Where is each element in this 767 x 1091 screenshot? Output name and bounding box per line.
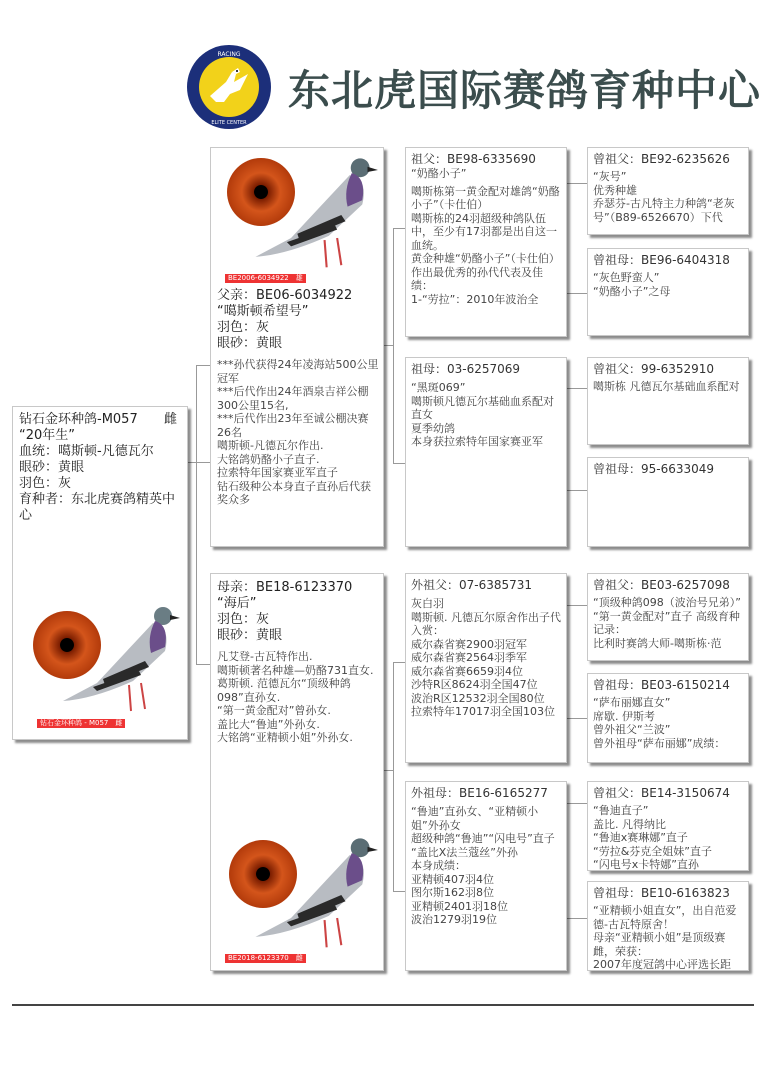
grandparent-line: 亚精顿407羽4位 [411,872,494,886]
great-grandparent-card [587,248,749,336]
great-grandparent-line: 母亲“亚精顿小姐”是顶级赛雌，荣获： [593,931,726,958]
grandparent-line: 亚精顿2401羽18位 [411,899,508,913]
great-grandparent-line: “灰号” [593,170,627,183]
grandparent-line: 1-“劳拉”：2010年波治全 [411,292,539,306]
great-grandparent-card [587,573,749,661]
connector [567,918,587,919]
connector [196,664,210,665]
great-grandparent-card [587,457,749,547]
sire-note: ***孙代获得24年凌海站500公里冠军 [217,358,379,385]
great-grandparent-card [587,673,749,763]
grandparent-line: 波治1279羽19位 [411,913,497,926]
connector [393,891,405,892]
connector [567,388,587,389]
grandparent-card [405,147,567,337]
connector [393,662,394,892]
great-grandparent-line: 噶斯栋 凡德瓦尔基础血系配对 [593,380,740,393]
connector [393,662,405,663]
grandparent-line: 图尔斯162羽8位 [411,886,494,899]
great-grandparent-line: 2007年度冠鸽中心评选长距 [593,958,731,971]
grandparent-card [405,781,567,971]
grandparent-line: 波治R区12532羽全国80位 [411,691,545,705]
grandparent-line: 威尔森省赛6659羽4位 [411,664,523,678]
grandparent-line: 本身成绩： [411,859,466,872]
great-grandparent-title: 曾祖父：99-6352910 [593,362,715,376]
great-grandparent-line: 比利时赛鸽大师-噶斯栋·范 [593,636,722,650]
pigeon-center-logo [186,44,272,130]
connector [567,718,587,719]
grandparent-line: 噶斯栋的24羽超级种鸽队伍中，至少有17羽都是出自这一血统。 [411,211,557,252]
dam-note: “第一黄金配对”曾孙女. [217,704,331,717]
connector [567,490,587,491]
grandparent-line: “黑斑069” [411,381,466,394]
great-grandparent-line: “第一黄金配对”直子 高级育种记录： [593,609,740,636]
grandparent-line: 夏季幼鸽 [411,421,455,435]
photo-caption: 钻石金环种鸽 - M057 雌 [37,719,125,728]
grandparent-line: 噶斯顿凡德瓦尔基础血系配对直女 [411,394,554,421]
pigeon-icon [53,603,181,721]
svg-text:RACING: RACING [217,51,241,58]
dam-title: 母亲：BE18-6123370 [217,580,353,595]
dam-line: 眼砂：黄眼 [217,628,283,643]
grandparent-title: 祖父：BE98-6335690 [411,152,536,166]
photo-caption: BE2018-6123370 雌 [225,954,306,963]
sire-card [210,147,384,547]
great-grandparent-title: 曾祖父：BE03-6257098 [593,578,730,592]
great-grandparent-line: 盖比. 凡得纳比 [593,817,666,831]
great-grandparent-line: “鲁迪x赛琳娜”直子 [593,831,688,844]
sire-line: 羽色：灰 [217,320,270,335]
grandparent-title: 外祖父：07-6385731 [411,578,533,592]
connector [393,228,405,229]
grandparent-line: 拉索特年17017羽全国103位 [411,705,555,718]
connector [196,365,210,366]
connector [393,228,394,464]
great-grandparent-line: 席歇. 伊斯考 [593,709,655,723]
great-grandparent-line: “萨布丽娜直女” [593,696,671,709]
great-grandparent-title: 曾祖母：BE96-6404318 [593,253,730,267]
dam-note: 大铭鸽“亚精顿小姐”外孙女. [217,731,353,744]
connector [196,365,197,665]
grandparent-card [405,357,567,547]
great-grandparent-title: 曾祖母：BE03-6150214 [593,678,730,692]
grandparent-line: 作出最优秀的孙代代表及佳绩： [411,265,543,292]
great-grandparent-title: 曾祖母：95-6633049 [593,462,715,476]
subject-card [12,406,188,740]
subject-photo [31,603,181,733]
connector [393,463,405,464]
great-grandparent-card [587,357,749,445]
great-grandparent-card [587,781,749,871]
subject-line: 羽色：灰 [19,476,72,491]
grandparent-title: 祖母：03-6257069 [411,362,521,376]
subject-title: 钻石金环种鸽-M057 [19,412,138,427]
grandparent-line: 威尔森省赛2900羽冠军 [411,637,527,651]
subject-line: 育种者：东北虎赛鸽精英中心 [19,492,176,523]
grandparent-line: 噶斯栋第一黄金配对雄鸽“奶酪小子”（卡仕伯） [411,184,560,211]
grandparent-line: “奶酪小子” [411,167,467,180]
dam-note: 盖比大“鲁迪”外孙女. [217,717,320,731]
connector [567,293,587,294]
sire-photo [215,152,381,286]
grandparent-line: 超级种鸽“鲁迪”“闪电号”直子 [411,832,555,845]
great-grandparent-card [587,881,749,971]
dam-note: 葛斯顿. 范德瓦尔“顶级种鸽098”直孙女. [217,677,351,704]
great-grandparent-line: “奶酪小子”之母 [593,284,671,298]
subject-line: “20年生” [19,428,76,443]
dam-note: 凡艾登-古瓦特作出. [217,650,313,663]
great-grandparent-title: 曾祖父：BE92-6235626 [593,152,730,166]
dam-card [210,573,384,971]
great-grandparent-line: “灰色野蛮人” [593,271,660,284]
great-grandparent-line: “鲁迪直子” [593,804,649,817]
sire-note: 大铭鸽奶酪小子直子. [217,452,320,466]
great-grandparent-line: “闪电号x卡特娜”直孙 [593,858,699,871]
connector [188,462,210,463]
great-grandparent-line: 曾外祖父“兰波” [593,723,671,736]
sire-note: 噶斯顿-凡德瓦尔作出. [217,439,324,452]
great-grandparent-line: “顶级种鸽098（波治号兄弟）” [593,596,741,609]
grandparent-line: 本身获拉索特年国家赛亚军 [411,435,543,448]
great-grandparent-title: 曾祖父：BE14-3150674 [593,786,730,800]
pigeon-icon [245,834,379,958]
great-grandparent-line: “劳拉&芬克全姐妹”直子 [593,844,712,858]
dam-photo [215,832,381,966]
grandparent-line: 威尔森省赛2564羽季军 [411,651,527,664]
connector [567,803,587,804]
grandparent-card [405,573,567,763]
connector [567,183,587,184]
photo-caption: BE2006-6034922 雄 [225,274,306,283]
grandparent-line: 灰白羽 [411,597,444,610]
grandparent-line: “盖比X法兰蔻丝”外孙 [411,845,518,859]
great-grandparent-line: 优秀种雄 [593,183,637,197]
great-grandparent-line: 曾外祖母“萨布丽娜”成绩： [593,736,726,750]
sire-note: 钻石级种公本身直子直孙后代获奖众多 [217,479,371,506]
subject-line: 眼砂：黄眼 [19,460,85,475]
svg-text:ELITE CENTER: ELITE CENTER [211,120,247,126]
footer-divider [12,1004,754,1006]
grandparent-line: 沙特R区8624羽全国47位 [411,678,538,691]
great-grandparent-line: “亚精顿小姐直女”，出自范爱德-古瓦特原舍！ [593,904,737,931]
sire-note: ***后代作出23年至诚公棚决赛26名 [217,412,369,439]
great-grandparent-card [587,147,749,235]
sire-line: 眼砂：黄眼 [217,336,283,351]
dam-line: 羽色：灰 [217,612,270,627]
grandparent-line: 黄金种雄“奶酪小子”（卡仕伯） [411,252,560,265]
sire-note: ***后代作出24年酒泉吉祥公棚300公里15名, [217,385,369,412]
sire-note: 拉索特年国家赛亚军直子 [217,466,338,479]
grandparent-line: “鲁迪”直孙女、“亚精顿小姐”外孙女 [411,805,539,832]
page-title: 东北虎国际赛鸽育种中心 [288,66,762,115]
dam-name: “海后” [217,596,257,611]
sire-name: “噶斯顿希望号” [217,304,309,319]
great-grandparent-line: 乔瑟芬-古凡特主力种鸽“老灰号”（B89-6526670）下代 [593,197,735,224]
sire-title: 父亲：BE06-6034922 [217,288,353,303]
connector [567,605,587,606]
pigeon-icon [245,154,379,278]
great-grandparent-title: 曾祖母：BE10-6163823 [593,886,730,900]
subject-line: 血统：噶斯顿-凡德瓦尔 [19,444,154,459]
grandparent-line: 噶斯顿. 凡德瓦尔原舍作出子代入赏： [411,610,561,637]
subject-sex: 雌 [163,412,177,427]
dam-note: 噶斯顿著名种雄—奶酪731直女. [217,663,374,677]
grandparent-title: 外祖母：BE16-6165277 [411,786,548,800]
